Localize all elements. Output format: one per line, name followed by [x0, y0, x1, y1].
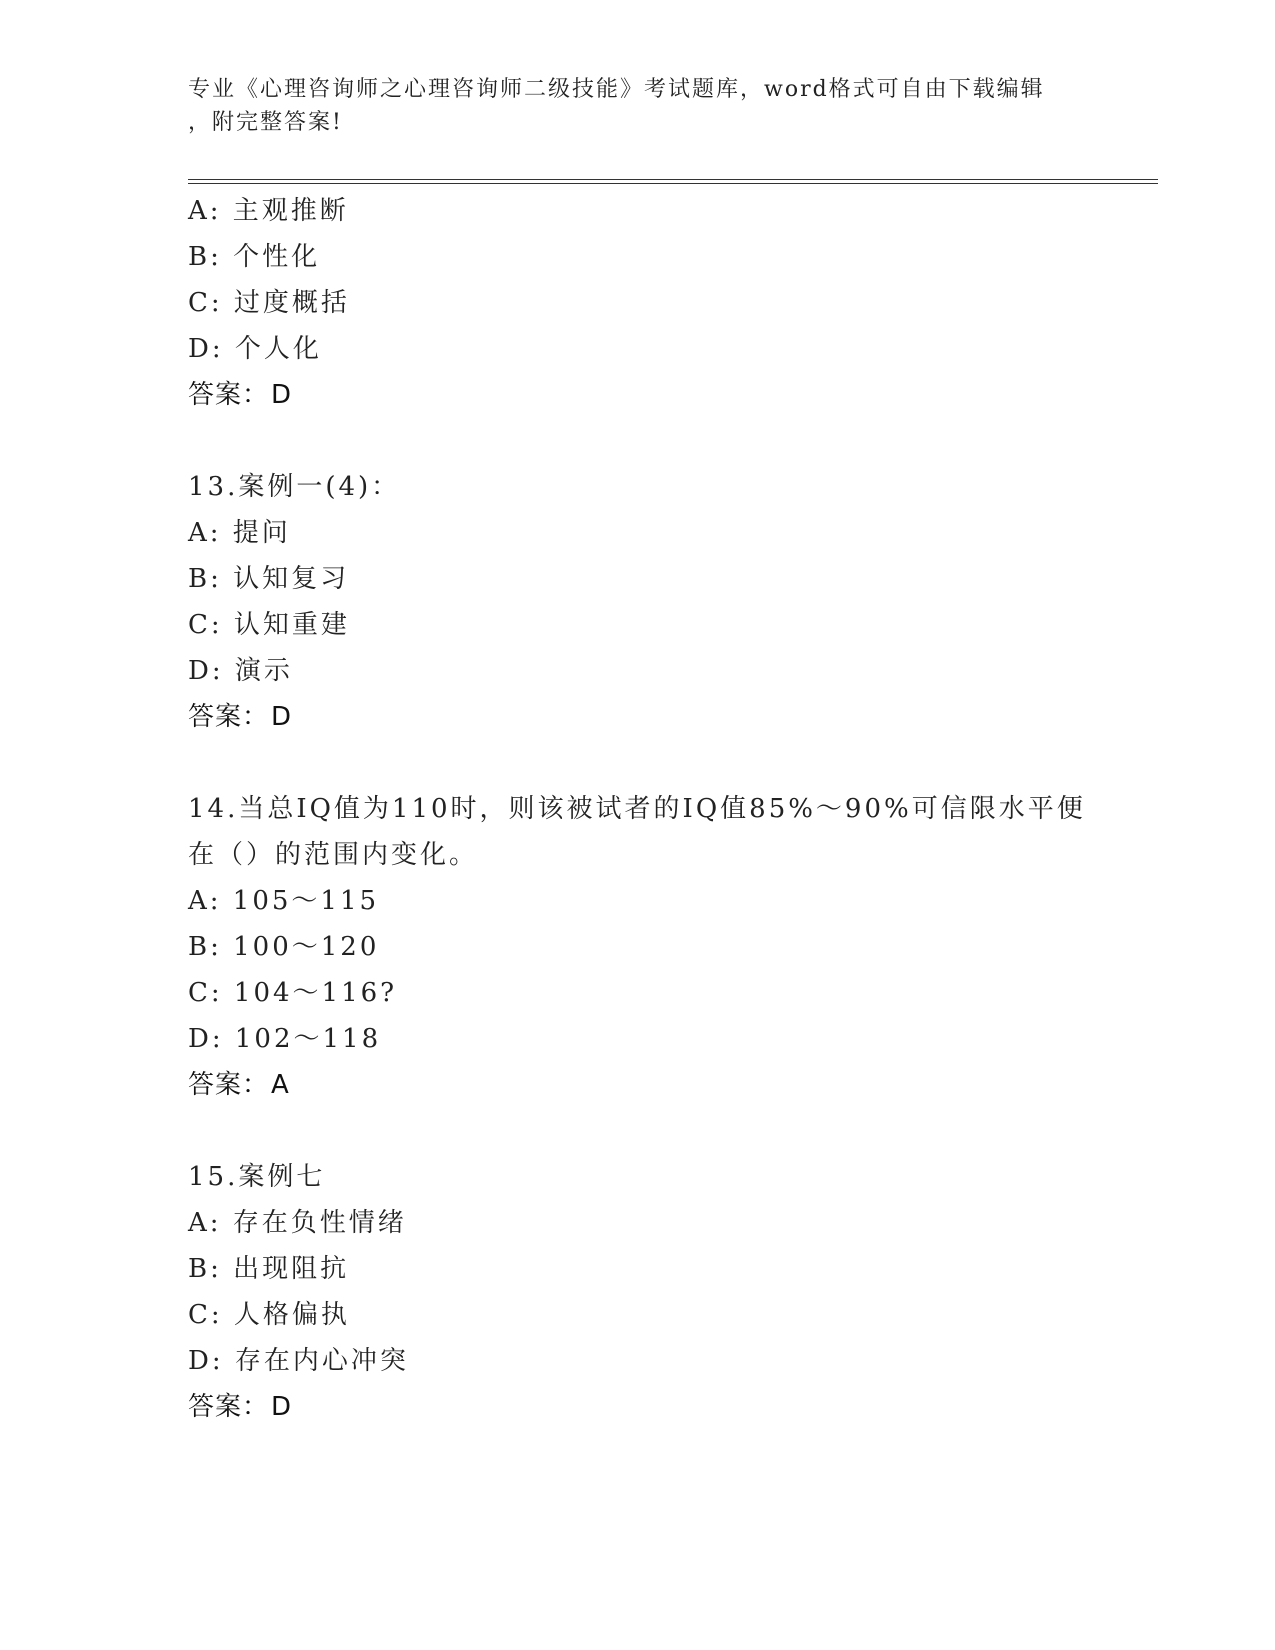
question-title: 13.案例一(4)： — [188, 472, 401, 502]
option-d: D: 存在内心冲突 — [188, 1346, 409, 1376]
option-a: A: 主观推断 — [188, 196, 349, 226]
question-title-line-2: 在（）的范围内变化。 — [188, 840, 479, 870]
header-double-rule — [188, 179, 1158, 184]
question-15 — [188, 1154, 1128, 1430]
question-title: 15.案例七 — [188, 1162, 326, 1192]
answer-line — [188, 372, 1128, 418]
question-list — [188, 188, 1128, 1430]
spacer — [188, 418, 1128, 464]
answer-label: 答案： — [188, 380, 270, 410]
question-title-line-1: 14.当总IQ值为110时，则该被试者的IQ值85%～90%可信限水平便 — [188, 794, 1086, 824]
option-b: B: 出现阻抗 — [188, 1254, 350, 1284]
answer-line — [188, 1384, 1128, 1430]
spacer — [188, 740, 1128, 786]
question-prev — [188, 188, 1128, 418]
option-a: A: 105～115 — [188, 886, 380, 916]
option-b: B: 个性化 — [188, 242, 321, 272]
option-b: B: 100～120 — [188, 932, 380, 962]
option-a: A: 提问 — [188, 518, 291, 548]
question-14 — [188, 786, 1128, 1108]
option-a: A: 存在负性情绪 — [188, 1208, 407, 1238]
header-title-line-1: 专业《心理咨询师之心理咨询师二级技能》考试题库，word格式可自由下载编辑 — [188, 77, 1045, 102]
answer-value: D — [271, 380, 293, 410]
answer-value: D — [271, 702, 293, 732]
answer-label: 答案： — [188, 702, 270, 732]
option-c: C: 过度概括 — [188, 288, 350, 318]
option-c: C: 认知重建 — [188, 610, 350, 640]
answer-label: 答案： — [188, 1392, 270, 1422]
header-title-line-2: ，附完整答案! — [188, 110, 343, 135]
answer-line — [188, 694, 1128, 740]
option-c: C: 人格偏执 — [188, 1300, 350, 1330]
option-d: D: 个人化 — [188, 334, 322, 364]
answer-value: A — [271, 1070, 290, 1100]
answer-line — [188, 1062, 1128, 1108]
document-header — [188, 73, 1068, 139]
spacer — [188, 1108, 1128, 1154]
question-13 — [188, 464, 1128, 740]
option-d: D: 演示 — [188, 656, 293, 686]
option-d: D: 102～118 — [188, 1024, 382, 1054]
option-b: B: 认知复习 — [188, 564, 350, 594]
answer-value: D — [271, 1392, 293, 1422]
option-c: C: 104～116? — [188, 978, 398, 1008]
answer-label: 答案： — [188, 1070, 270, 1100]
